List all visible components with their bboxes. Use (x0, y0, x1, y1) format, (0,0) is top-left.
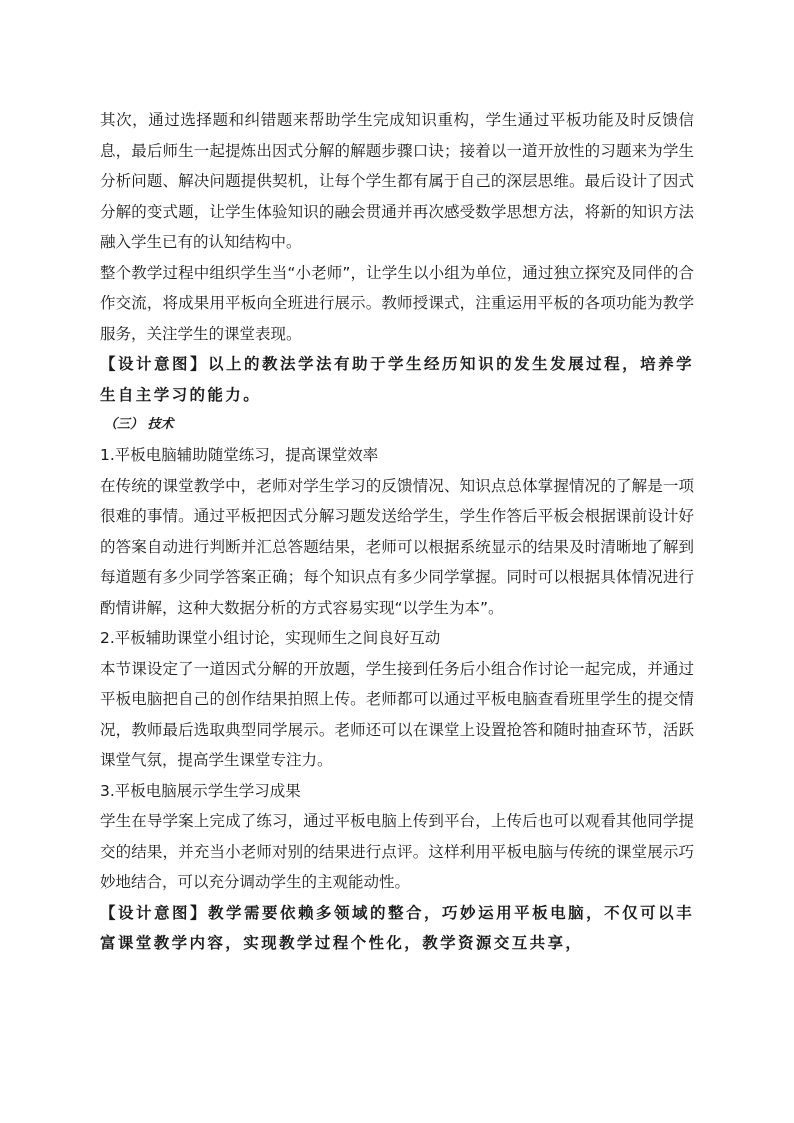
item-heading-3: 3.平板电脑展示学生学习成果 (100, 781, 301, 800)
section-heading-technology: （三） 技术 (104, 417, 174, 432)
paragraph-summary: 其次，通过选择题和纠错题来帮助学生完成知识重构，学生通过平板功能及时反馈信息，最后师生一起提炼出因式分解的解题步骤口诀；接着以一道开放性的习题来为学生分析问题、解决问题提供契机，让每个学生都有属于自己的深层思维。最后设计了因式分解的变式题，让学生体验知识的融会贯通并再次感受数学思想方法，将新的知识方法融入学生已有的认知结构中。 (100, 111, 694, 251)
paragraph-item-1: 在传统的课堂教学中，老师对学生学习的反馈情况、知识点总体掌握情况的了解是一项很难的事情。通过平板把因式分解习题发送给学生，学生作答后平板会根据课前设计好的答案自动进行判断并汇总答题结果，老师可以根据系统显示的结果及时清晰地了解到每道题有多少同学答案正确；每个知识点有多少同学掌握。同时可以根据具体情况进行酌情讲解，这种大数据分析的方式容易实现“以学生为本”。 (100, 476, 694, 617)
item-heading-2: 2.平板辅助课堂小组讨论，实现师生之间良好互动 (100, 629, 441, 647)
paragraph-teaching-process: 整个教学过程中组织学生当“小老师”，让学生以小组为单位，通过独立探究及同伴的合作交流，将成果用平板向全班进行展示。教师授课式，注重运用平板的各项功能为教学服务，关注学生的课堂表现。 (100, 263, 694, 343)
design-intent-1: 【设计意图】以上的教法学法有助于学生经历知识的发生发展过程，培养学生自主学习的能力。 (100, 355, 694, 404)
item-heading-1: 1.平板电脑辅助随堂练习，提高课堂效率 (100, 446, 379, 464)
paragraph-item-2: 本节课设定了一道因式分解的开放题，学生接到任务后小组合作讨论一起完成，并通过平板电脑把自己的创作结果拍照上传。老师都可以通过平板电脑查看班里学生的提交情况，教师最后选取典型同学展示。老师还可以在课堂上设置抢答和随时抽查环节，活跃课堂气氛，提高学生课堂专注力。 (100, 659, 694, 769)
document-body (100, 105, 694, 959)
paragraph-item-3: 学生在导学案上完成了练习，通过平板电脑上传到平台，上传后也可以观看其他同学提交的结果，并充当小老师对别的结果进行点评。这样利用平板电脑与传统的课堂展示巧妙地结合，可以充分调动学生的主观能动性。 (100, 812, 694, 891)
design-intent-2: 【设计意图】教学需要依赖多领域的整合，巧妙运用平板电脑，不仅可以丰富课堂教学内容，实现教学过程个性化，教学资源交互共享， (100, 903, 694, 952)
